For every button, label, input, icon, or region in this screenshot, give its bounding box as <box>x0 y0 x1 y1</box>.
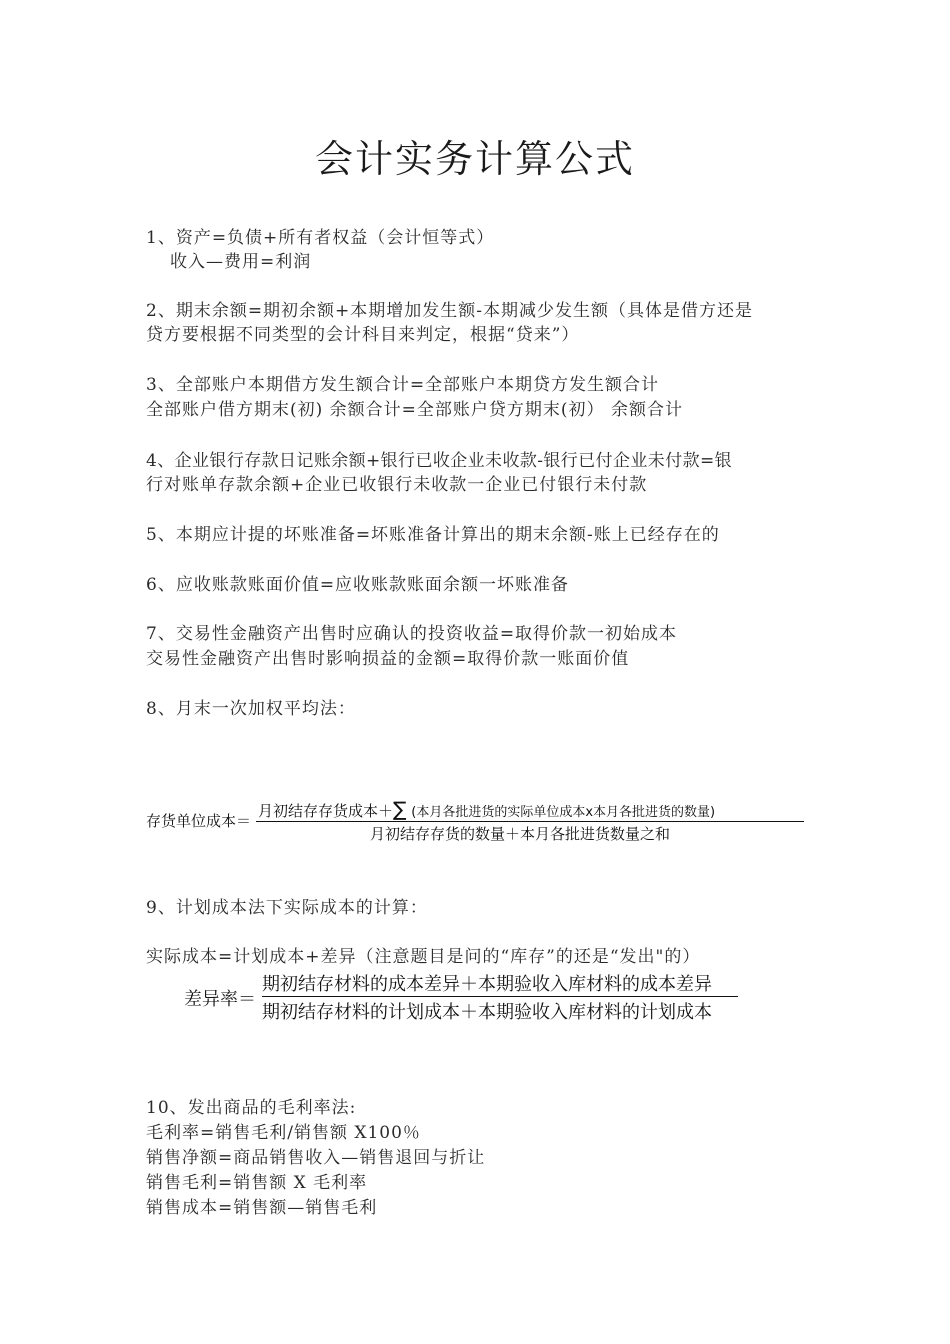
variance-rate-formula <box>184 970 744 1024</box>
section-4-line-1: 4、企业银行存款日记账余额+银行已收企业未收款-银行已付企业未付款=银 <box>146 451 733 471</box>
page-title: 会计实务计算公式 <box>314 137 635 181</box>
section-10-heading: 10、发出商品的毛利率法: <box>146 1098 357 1118</box>
section-10-line-2: 销售净额=商品销售收入—销售退回与折让 <box>146 1148 486 1168</box>
section-3-line-1: 3、全部账户本期借方发生额合计=全部账户本期贷方发生额合计 <box>146 375 660 395</box>
weighted-average-formula <box>146 797 806 845</box>
section-3-line-2: 全部账户借方期末(初) 余额合计=全部账户贷方期末(初） 余额合计 <box>146 400 683 420</box>
formula-lhs: 差异率＝ <box>184 989 256 1010</box>
formula-numerator: 期初结存材料的成本差异＋本期验收入库材料的成本差异 <box>262 974 712 995</box>
fraction-bar <box>262 996 738 997</box>
section-2-line-1: 2、期末余额=期初余额+本期增加发生额-本期减少发生额（具体是借方还是 <box>146 301 754 321</box>
section-10-line-3: 销售毛利=销售额 X 毛利率 <box>146 1173 368 1193</box>
section-1-line-1: 1、资产=负债+所有者权益（会计恒等式） <box>146 228 495 248</box>
section-10-line-1: 毛利率=销售毛利/销售额 X100％ <box>146 1123 421 1143</box>
section-1-line-2: 收入—费用=利润 <box>170 252 312 272</box>
formula-numerator <box>258 797 715 821</box>
section-6-line-1: 6、应收账款账面价值=应收账款账面余额一坏账准备 <box>146 575 570 595</box>
fraction-bar <box>256 821 804 822</box>
sigma-symbol: ∑ <box>393 797 407 821</box>
section-8-heading: 8、月末一次加权平均法： <box>146 699 356 719</box>
section-5-line-1: 5、本期应计提的坏账准备=坏账准备计算出的期末余额-账上已经存在的 <box>146 525 720 545</box>
section-9-heading: 9、计划成本法下实际成本的计算： <box>146 898 428 918</box>
formula-numerator-part-b: (本月各批进货的实际单位成本x本月各批进货的数量) <box>411 805 716 820</box>
formula-numerator-part-a: 月初结存存货成本＋ <box>258 802 394 820</box>
formula-lhs: 存货单位成本＝ <box>146 812 252 830</box>
section-7-line-1: 7、交易性金融资产出售时应确认的投资收益=取得价款一初始成本 <box>146 624 678 644</box>
section-9-line-1: 实际成本=计划成本+差异（注意题目是问的“库存”的还是“发出"的） <box>146 947 701 967</box>
section-10-line-4: 销售成本=销售额—销售毛利 <box>146 1198 378 1218</box>
section-2-line-2: 贷方要根据不同类型的会计科目来判定，根据“贷来”） <box>146 325 580 345</box>
formula-denominator: 月初结存存货的数量＋本月各批进货数量之和 <box>370 825 671 843</box>
section-4-line-2: 行对账单存款余额+企业已收银行未收款一企业已付银行未付款 <box>146 475 648 495</box>
section-7-line-2: 交易性金融资产出售时影响损益的金额=取得价款一账面价值 <box>146 649 630 669</box>
formula-denominator: 期初结存材料的计划成本＋本期验收入库材料的计划成本 <box>262 1002 712 1023</box>
